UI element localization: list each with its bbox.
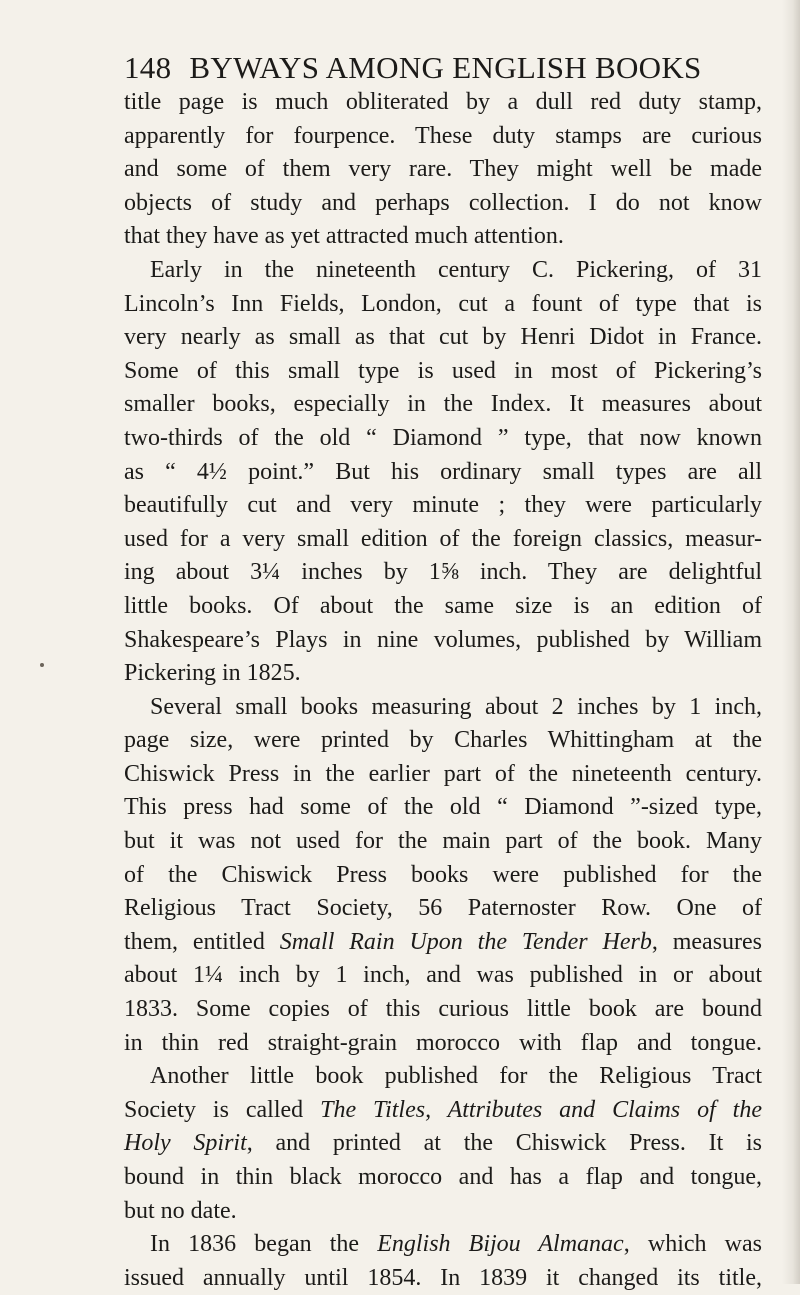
text-line: Pickering in 1825.: [124, 660, 301, 687]
page-number: 148: [124, 50, 172, 85]
page-edge-shadow: [782, 0, 800, 1284]
text-line: Early in the nineteenth century C. Pickering, of 31: [150, 256, 762, 283]
text-line: smaller books, especially in the Index. It measures about: [124, 391, 762, 418]
text-line: about 1¼ inch by 1 inch, and was published in or about: [124, 962, 762, 989]
margin-speck: [40, 663, 44, 667]
book-title: English Bijou Almanac: [377, 1231, 624, 1258]
text-line: as “ 4½ point.” But his ordinary small types are all: [124, 458, 762, 485]
text-line: Some of this small type is used in most of Pickering’s: [124, 357, 762, 384]
text-line: but it was not used for the main part of the book. Many: [124, 828, 762, 855]
text-line: page size, were printed by Charles Whittingham at the: [124, 727, 762, 754]
text-line: two-thirds of the old “ Diamond ” type, that now known: [124, 424, 762, 451]
running-title: BYWAYS AMONG ENGLISH BOOKS: [189, 50, 702, 85]
text-line: This press had some of the old “ Diamond ”-sized type,: [124, 794, 762, 821]
text-line: Lincoln’s Inn Fields, London, cut a fount of type that is: [124, 290, 762, 317]
text-line: bound in thin black morocco and has a flap and tongue,: [124, 1164, 762, 1190]
body-text: [124, 86, 762, 1295]
text-line: them, entitled Small Rain Upon the Tender Herb, measures: [124, 928, 763, 955]
text-line: 1833. Some copies of this curious little book are bound: [124, 996, 762, 1023]
text-line: and some of them very rare. They might well be made: [124, 156, 762, 183]
text-line: issued annually until 1854. In 1839 it changed its title,: [124, 1264, 762, 1291]
text-line: ing about 3¼ inches by 1⅝ inch. They are delightful: [124, 559, 762, 586]
text-line: title page is much obliterated by a dull red duty stamp,: [124, 89, 762, 115]
text-line: objects of study and perhaps collection. I do not know: [124, 189, 762, 216]
text-line: little books. Of about the same size is an edition of: [124, 592, 762, 619]
text-line: In 1836 began the English Bijou Almanac, which was: [150, 1231, 762, 1258]
text-line: Shakespeare’s Plays in nine volumes, published by William: [124, 626, 762, 653]
text-line: Society is called The Titles, Attributes and Claims of the: [124, 1096, 762, 1123]
text-line: apparently for fourpence. These duty stamps are curious: [124, 122, 762, 149]
text-line: that they have as yet attracted much attention.: [124, 223, 564, 250]
text-line: Chiswick Press in the earlier part of the nineteenth century.: [124, 760, 762, 787]
book-title: Holy Spirit: [124, 1130, 247, 1157]
text-line: very nearly as small as that cut by Henri Didot in France.: [124, 324, 762, 351]
running-header: [124, 48, 702, 88]
text-line: used for a very small edition of the foreign classics, measur-: [124, 525, 762, 552]
text-line: Religious Tract Society, 56 Paternoster Row. One of: [124, 895, 762, 922]
text-line: beautifully cut and very minute ; they were particularly: [124, 492, 762, 519]
text-line: but no date.: [124, 1197, 237, 1224]
text-line: in thin red straight-grain morocco with flap and tongue.: [124, 1029, 762, 1056]
text-line: Another little book published for the Religious Tract: [150, 1063, 762, 1090]
book-title: The Titles, Attributes and Claims of the: [320, 1096, 762, 1123]
book-title: Small Rain Upon the Tender Herb: [279, 928, 652, 955]
text-line: of the Chiswick Press books were published for the: [124, 861, 762, 888]
text-line: Several small books measuring about 2 inches by 1 inch,: [150, 693, 762, 720]
text-line: Holy Spirit, and printed at the Chiswick Press. It is: [124, 1130, 763, 1157]
